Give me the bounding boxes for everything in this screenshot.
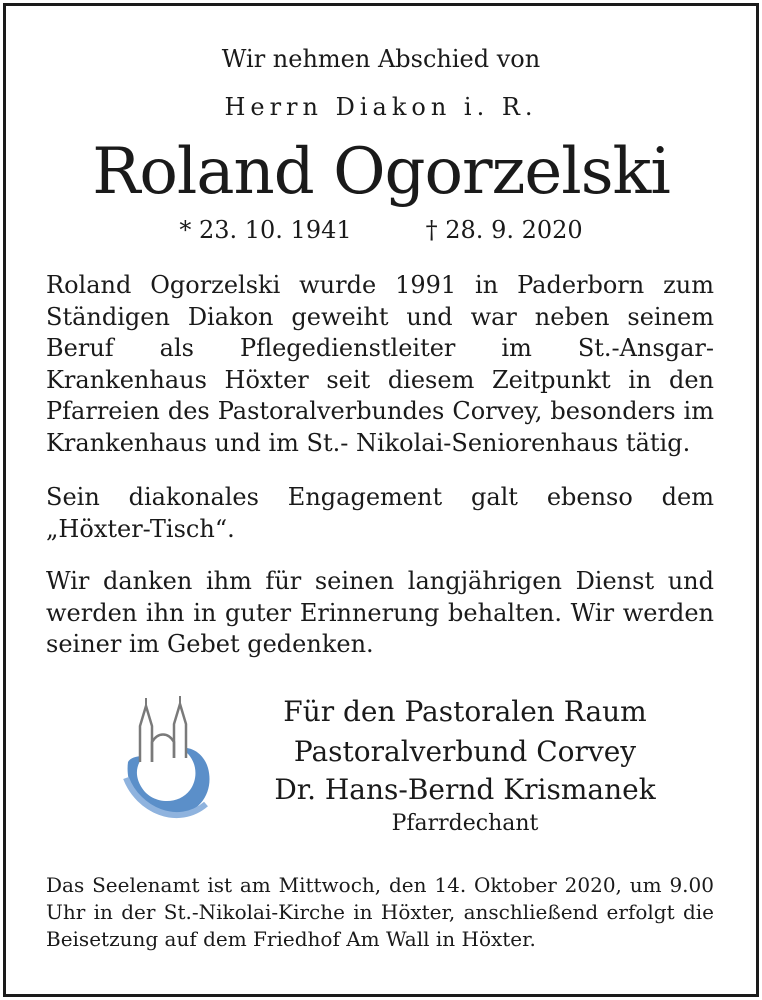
life-dates <box>0 215 762 245</box>
signature-line-1: Für den Pastoralen Raum <box>283 695 647 728</box>
death-date: † 28. 9. 2020 <box>425 216 583 244</box>
deceased-name: Roland Ogorzelski <box>92 135 670 209</box>
signature-line-2: Pastoralverbund Corvey <box>293 735 637 768</box>
honorific: Herrn Diakon i. R. <box>224 93 538 121</box>
body-paragraph-3: Wir danken ihm für seinen langjährigen Dienst und werden ihn in guter Erinnerung behalten. Wir werden seiner im Gebet gedenken. <box>46 567 714 658</box>
signature-title: Pfarrdechant <box>391 811 539 836</box>
pastoral-church-logo-icon <box>118 692 216 828</box>
signature-name: Dr. Hans-Bernd Krismanek <box>274 773 656 806</box>
funeral-info: Das Seelenamt ist am Mittwoch, den 14. Oktober 2020, um 9.00 Uhr in der St.-Nikolai-Kirche in Höxter, anschließend erfolgt die Beisetzung auf dem Friedhof Am Wall in Höxter. <box>46 873 714 951</box>
birth-date: * 23. 10. 1941 <box>179 216 352 244</box>
body-paragraph-1: Roland Ogorzelski wurde 1991 in Paderborn zum Ständigen Diakon geweiht und war neben seinem Beruf als Pflegedienstleiter im St.-Ansgar-Krankenhaus Höxter seit diesem Zeitpunkt in den Pfarreien des Pastoralverbundes Corvey, besonders im Krankenhaus und im St.- Nikolai-Seniorenhaus tätig. <box>46 271 714 457</box>
intro-line: Wir nehmen Abschied von <box>221 45 541 73</box>
body-paragraph-2: Sein diakonales Engagement galt ebenso dem „Höxter-Tisch“. <box>46 483 714 543</box>
